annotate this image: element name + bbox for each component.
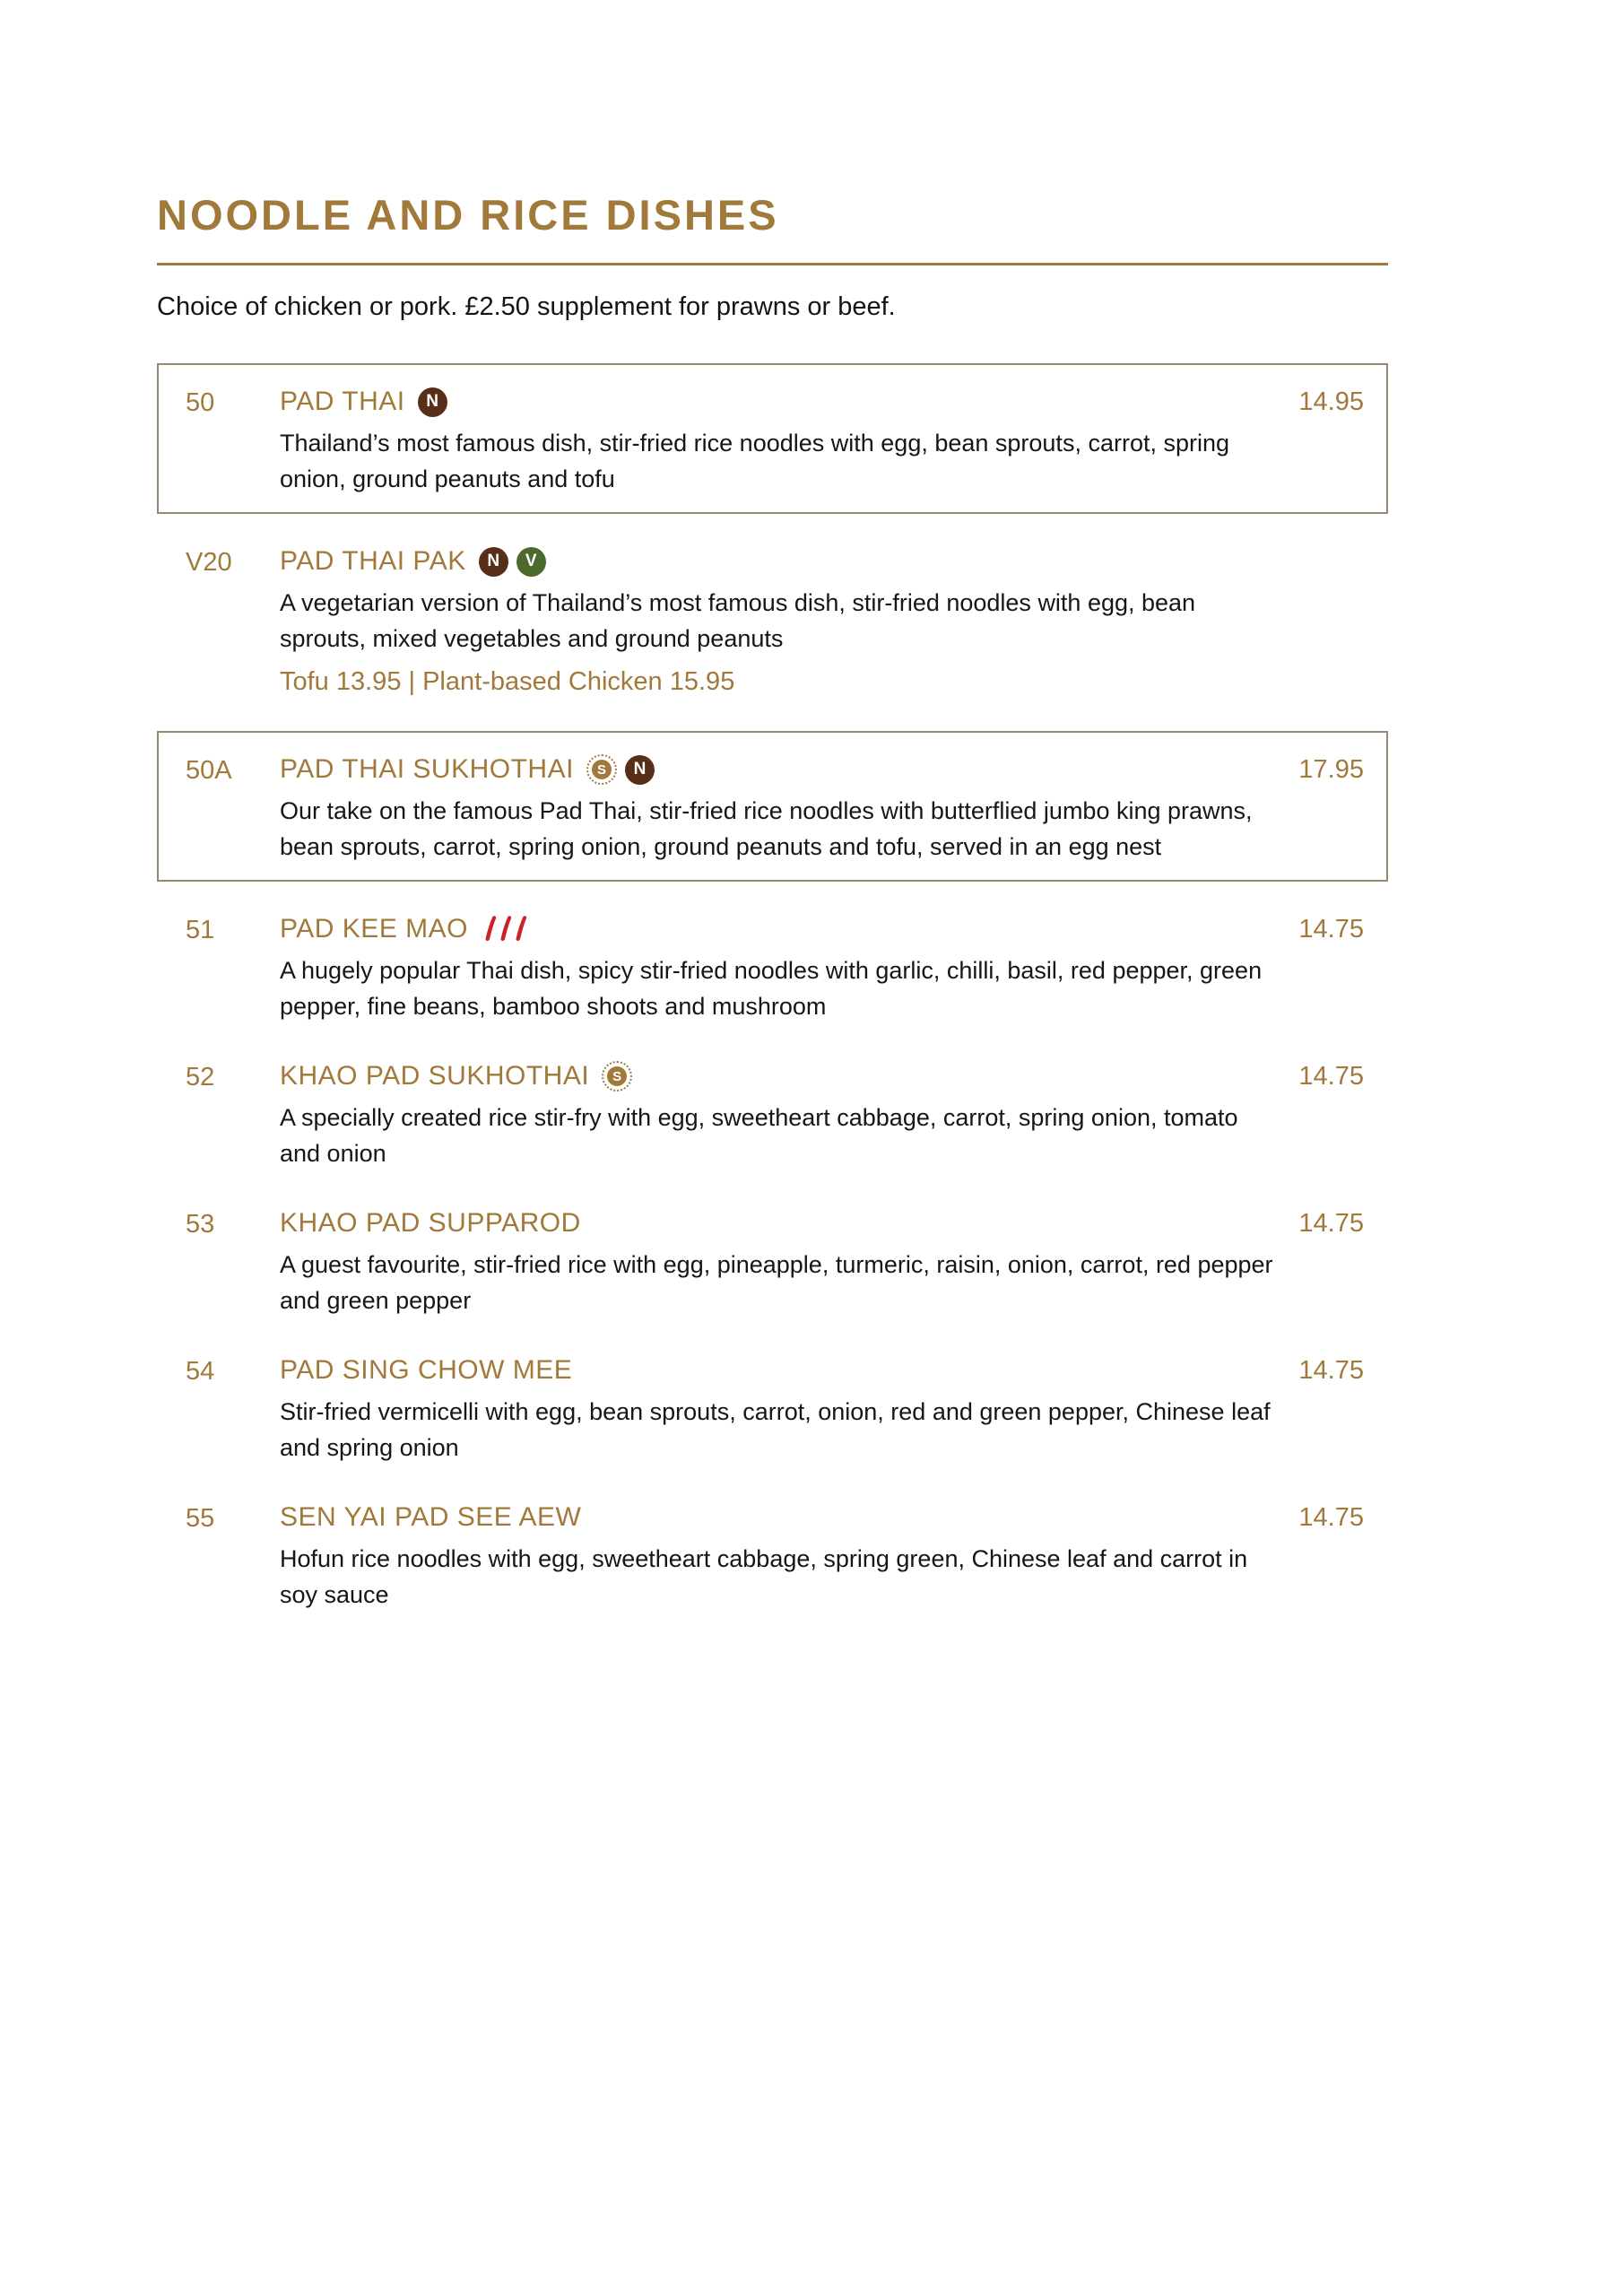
chilli-icon	[481, 914, 533, 944]
item-description: A hugely popular Thai dish, spicy stir-fried noodles with garlic, chilli, basil, red pepper, green pepper, fine beans, bamboo shoots and mushroom	[280, 957, 1263, 1020]
item-price: 14.75	[1298, 915, 1364, 944]
menu-item-52	[157, 1058, 1388, 1173]
item-header	[280, 1354, 1283, 1387]
menu-item-50a	[157, 731, 1388, 882]
item-number: 55	[186, 1504, 215, 1533]
item-name: PAD KEE MAO	[280, 914, 468, 944]
menu-content	[157, 0, 1388, 1647]
item-header	[280, 1060, 1283, 1092]
vegetarian-icon: V	[516, 547, 546, 577]
nuts-icon: N	[625, 755, 655, 785]
item-number: 50	[186, 388, 215, 417]
item-description: A specially created rice stir-fry with egg, sweetheart cabbage, carrot, spring onion, tomato and onion	[280, 1104, 1238, 1167]
menu-item-55	[157, 1500, 1388, 1614]
item-description: Hofun rice noodles with egg, sweetheart cabbage, spring green, Chinese leaf and carrot in soy sauce	[280, 1545, 1248, 1608]
badges	[602, 1061, 632, 1091]
item-price: 14.75	[1298, 1062, 1364, 1091]
menu-item-51	[157, 911, 1388, 1026]
item-name: PAD THAI PAK	[280, 546, 466, 576]
section-title: NOODLE AND RICE DISHES	[157, 191, 779, 239]
badges	[418, 387, 447, 417]
item-description: Stir-fried vermicelli with egg, bean sprouts, carrot, onion, red and green pepper, Chinese leaf and spring onion	[280, 1398, 1271, 1461]
item-price	[1283, 545, 1364, 578]
nuts-icon: N	[479, 547, 508, 577]
item-price: 14.75	[1298, 1209, 1364, 1238]
item-name: PAD THAI SUKHOTHAI	[280, 754, 574, 784]
menu-item-54	[157, 1352, 1388, 1467]
item-number: 50A	[186, 756, 232, 785]
item-description: A guest favourite, stir-fried rice with egg, pineapple, turmeric, raisin, onion, carrot, red pepper and green pepper	[280, 1251, 1273, 1314]
section-subtitle: Choice of chicken or pork. £2.50 supplement for prawns or beef.	[157, 292, 896, 321]
item-number: 53	[186, 1210, 215, 1239]
item-number: 51	[186, 916, 215, 944]
item-header	[280, 386, 1283, 418]
badges	[479, 547, 546, 577]
item-name: PAD SING CHOW MEE	[280, 1355, 573, 1385]
item-header	[280, 1207, 1283, 1239]
item-number: V20	[186, 548, 232, 577]
item-variants: Tofu 13.95 | Plant-based Chicken 15.95	[280, 667, 735, 696]
title-rule	[157, 263, 1388, 265]
item-number: 54	[186, 1357, 215, 1386]
signature-icon: S	[602, 1061, 632, 1091]
item-header	[280, 545, 1283, 578]
item-header	[280, 753, 1283, 786]
nuts-icon: N	[418, 387, 447, 417]
item-price: 14.95	[1298, 387, 1364, 416]
item-description: Thailand’s most famous dish, stir-fried rice noodles with egg, bean sprouts, carrot, spring onion, ground peanuts and tofu	[280, 430, 1229, 492]
menu-item-53	[157, 1205, 1388, 1320]
item-name: SEN YAI PAD SEE AEW	[280, 1502, 582, 1532]
menu-item-v20	[157, 544, 1388, 699]
item-header	[280, 1501, 1283, 1534]
item-description: A vegetarian version of Thailand’s most famous dish, stir-fried noodles with egg, bean sprouts, mixed vegetables and ground peanuts	[280, 589, 1196, 652]
item-name: KHAO PAD SUKHOTHAI	[280, 1061, 590, 1091]
item-name: KHAO PAD SUPPAROD	[280, 1208, 581, 1238]
item-price: 14.75	[1298, 1503, 1364, 1532]
menu-list	[157, 363, 1388, 1614]
item-number: 52	[186, 1063, 215, 1091]
signature-icon: S	[586, 754, 617, 785]
item-price: 14.75	[1298, 1356, 1364, 1385]
badges	[586, 754, 655, 785]
item-description: Our take on the famous Pad Thai, stir-fried rice noodles with butterflied jumbo king prawns, bean sprouts, carrot, spring onion, ground peanuts and tofu, served in an egg nest	[280, 797, 1253, 860]
item-price: 17.95	[1298, 755, 1364, 784]
item-name: PAD THAI	[280, 387, 405, 416]
menu-item-50	[157, 363, 1388, 514]
item-header	[280, 913, 1283, 945]
